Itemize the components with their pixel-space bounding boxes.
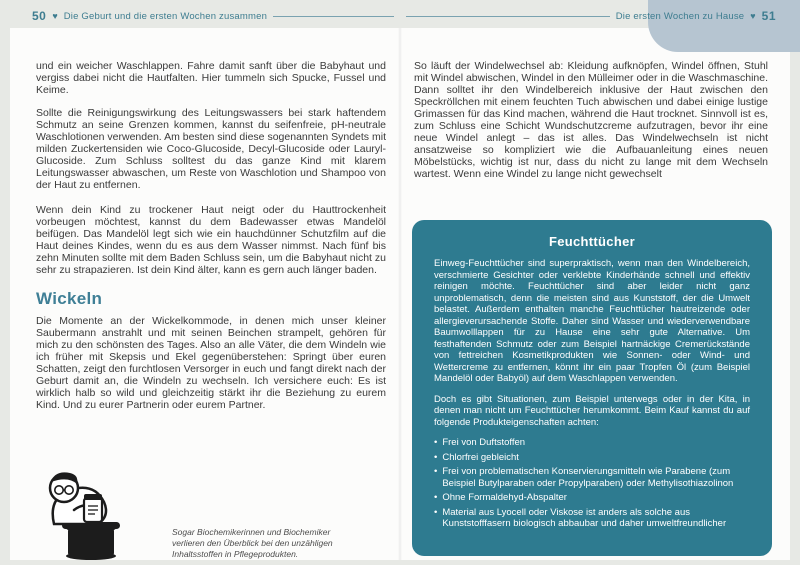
header-rule-left xyxy=(273,16,394,17)
bullet-text: Frei von Duftstoffen xyxy=(442,437,526,448)
bullet-icon: • xyxy=(434,437,438,448)
bullet-icon: • xyxy=(434,492,438,503)
right-text-column xyxy=(414,60,768,191)
bullet-icon: • xyxy=(434,466,438,477)
header-rule-right xyxy=(406,16,610,17)
bullet-item xyxy=(434,507,750,530)
page-number-right: 51 xyxy=(761,9,776,23)
infobox-paragraph: Einweg-Feuchttücher sind superpraktisch, wenn man den Windelbereich, verschmierte Gesichter oder verklebte Kinderhände schnell und effektiv reinigen möchte. Feuchttücher sind aber leider nicht ganz unproblematisch, denn die meisten sind aus Kunststoff, der die Umwelt belastet. Außerdem enthalten manche Feuchttücher hautreizende oder allergieverursachende Stoffe. Daher sind Wasser und wiederverwendbare Baumwolllappen für zu Hause eine sehr gute Alternative. Um festhaftenden Schmutz oder zum Beispiel hartnäckige Cremerückstände von fettreichen Kosmetikprodukten wie Sonnen- oder Wind- und Wettercreme zu entfernen, könnt ihr ein paar Tropfen Öl (zum Beispiel Mandelöl oder Babyöl) auf dem Waschlappen verwenden. xyxy=(434,258,750,384)
bullet-text: Material aus Lyocell oder Viskose ist anders als solche aus Kunststofffasern biologisch abbaubar und daher umweltfreundlicher xyxy=(442,506,727,529)
bullet-icon: • xyxy=(434,506,438,518)
body-paragraph: und ein weicher Waschlappen. Fahre damit sanft über die Babyhaut und vergiss dabei nicht die Hautfalten. Hier tummeln sich Spucke, Fussel und Keime. xyxy=(36,60,386,96)
running-header-right xyxy=(406,9,776,23)
center-fold xyxy=(398,28,402,560)
body-paragraph: Wenn dein Kind zu trockener Haut neigt oder du Hauttrockenheit vorbeugen möchtest, kannst du dem Badewasser etwas Mandelöl beifügen. Das Mandelöl legt sich wie ein hauchdünner Schutzfilm auf die Haut deines Kindes, wenn du es aus dem Wasser nimmst. Nach fünf bis zehn Minuten sollte mit dem Baden Schluss sein, um die Babyhaut nicht zu sehr zu strapazieren. Ist dein Kind älter, kann es gern auch länger baden. xyxy=(36,204,386,276)
bullet-icon: • xyxy=(434,451,438,463)
body-paragraph: Die Momente an der Wickelkommode, in denen mich unser kleiner Saubermann anstrahlt und mit seinen Beinchen strampelt, gehören für mich zu den schönsten des Tages. Also an alle Väter, die dem Windeln wie ich früher mit Skepsis und Ekel gegenüberstehen: Springt über euren Schatten, zeigt den furchtlosen Versorger in euch und fangt direkt nach der Geburt damit an, die Windeln zu wechseln. Ich versichere euch: Es ist wirklich halb so wild und gleichzeitig stärkt ihr die Beziehung zu eurem Kind. Und zu eurer Partnerin oder eurem Partner. xyxy=(36,315,386,411)
biochemist-drawing xyxy=(26,462,154,562)
illustration-caption: Sogar Biochemikerinnen und Biochemiker verlieren den Überblick bei den unzähligen Inhaltsstoffen in Pflegeprodukten. xyxy=(172,527,333,559)
body-paragraph: So läuft der Windelwechsel ab: Kleidung aufknöpfen, Windel öffnen, Stuhl mit Windel abwischen, Windel in den Mülleimer oder in die Waschmaschine. Dann solltet ihr den Windelbereich inklusive der Haut zwischen den Speckröllchen mit einem feuchten Tuch abwischen und dabei einige lustige Grimassen für das Kind machen, während die Haut trocknet. Sinnvoll ist es, zum Schluss eine Schicht Wundschutzcreme aufzutragen, bevor ihr eine neue Windel anlegt – das ist alles. Das Windelwechseln ist nicht ansatzweise so kompliziert wie die Aufbauanleitung eines neuen Möbelstücks, wichtig ist nur, dass du nicht zu lange mit dem Wechseln wartest. Wenn eine Windel zu lange nicht gewechselt xyxy=(414,60,768,180)
bullet-item xyxy=(434,492,750,504)
infobox-feuchttuecher xyxy=(412,220,772,556)
heart-icon: ♥ xyxy=(52,10,58,21)
heart-icon: ♥ xyxy=(750,10,756,21)
bullet-text: Ohne Formaldehyd-Abspalter xyxy=(442,492,567,503)
bullet-text: Frei von problematischen Konservierungsmitteln wie Parabene (zum Beispiel Butylparaben oder Propylparaben) oder Methylisothiazolinon xyxy=(442,466,734,489)
left-text-column xyxy=(36,60,386,422)
infobox-bullet-list xyxy=(434,437,750,530)
corner-decoration xyxy=(648,0,800,52)
running-header-left xyxy=(32,9,394,23)
chapter-title-left: Die Geburt und die ersten Wochen zusammen xyxy=(63,10,268,22)
body-paragraph: Sollte die Reinigungswirkung des Leitungswassers bei stark haftendem Schmutz an seine Grenzen kommen, kannst du seifenfreie, pH-neutrale Waschlotionen verwenden. Am besten sind diese sogenannten Syndets mit milden Zuckertensiden wie Coco-Glucoside, Decyl-Glucoside oder Lauryl-Glucoside. Zum Schluss solltest du das ganze Kind mit klarem Leitungswasser abwaschen, um Reste von Waschlotion und Shampoo von der Haut zu entfernen. xyxy=(36,107,386,191)
bullet-item xyxy=(434,452,750,464)
infobox-title: Feuchttücher xyxy=(549,234,635,249)
chapter-title-right: Die ersten Wochen zu Hause xyxy=(615,10,745,22)
bullet-item xyxy=(434,466,750,489)
section-heading-wickeln: Wickeln xyxy=(36,289,103,308)
bullet-text: Chlorfrei gebleicht xyxy=(442,451,519,463)
page-number-left: 50 xyxy=(32,9,47,23)
biochemist-illustration xyxy=(26,462,154,562)
bullet-item xyxy=(434,437,750,449)
infobox-paragraph: Doch es gibt Situationen, zum Beispiel unterwegs oder in der Kita, in denen man nicht um Feuchttücher herumkommt. Beim Kauf kannst du auf folgende Produkteigenschaften achten: xyxy=(434,393,750,428)
